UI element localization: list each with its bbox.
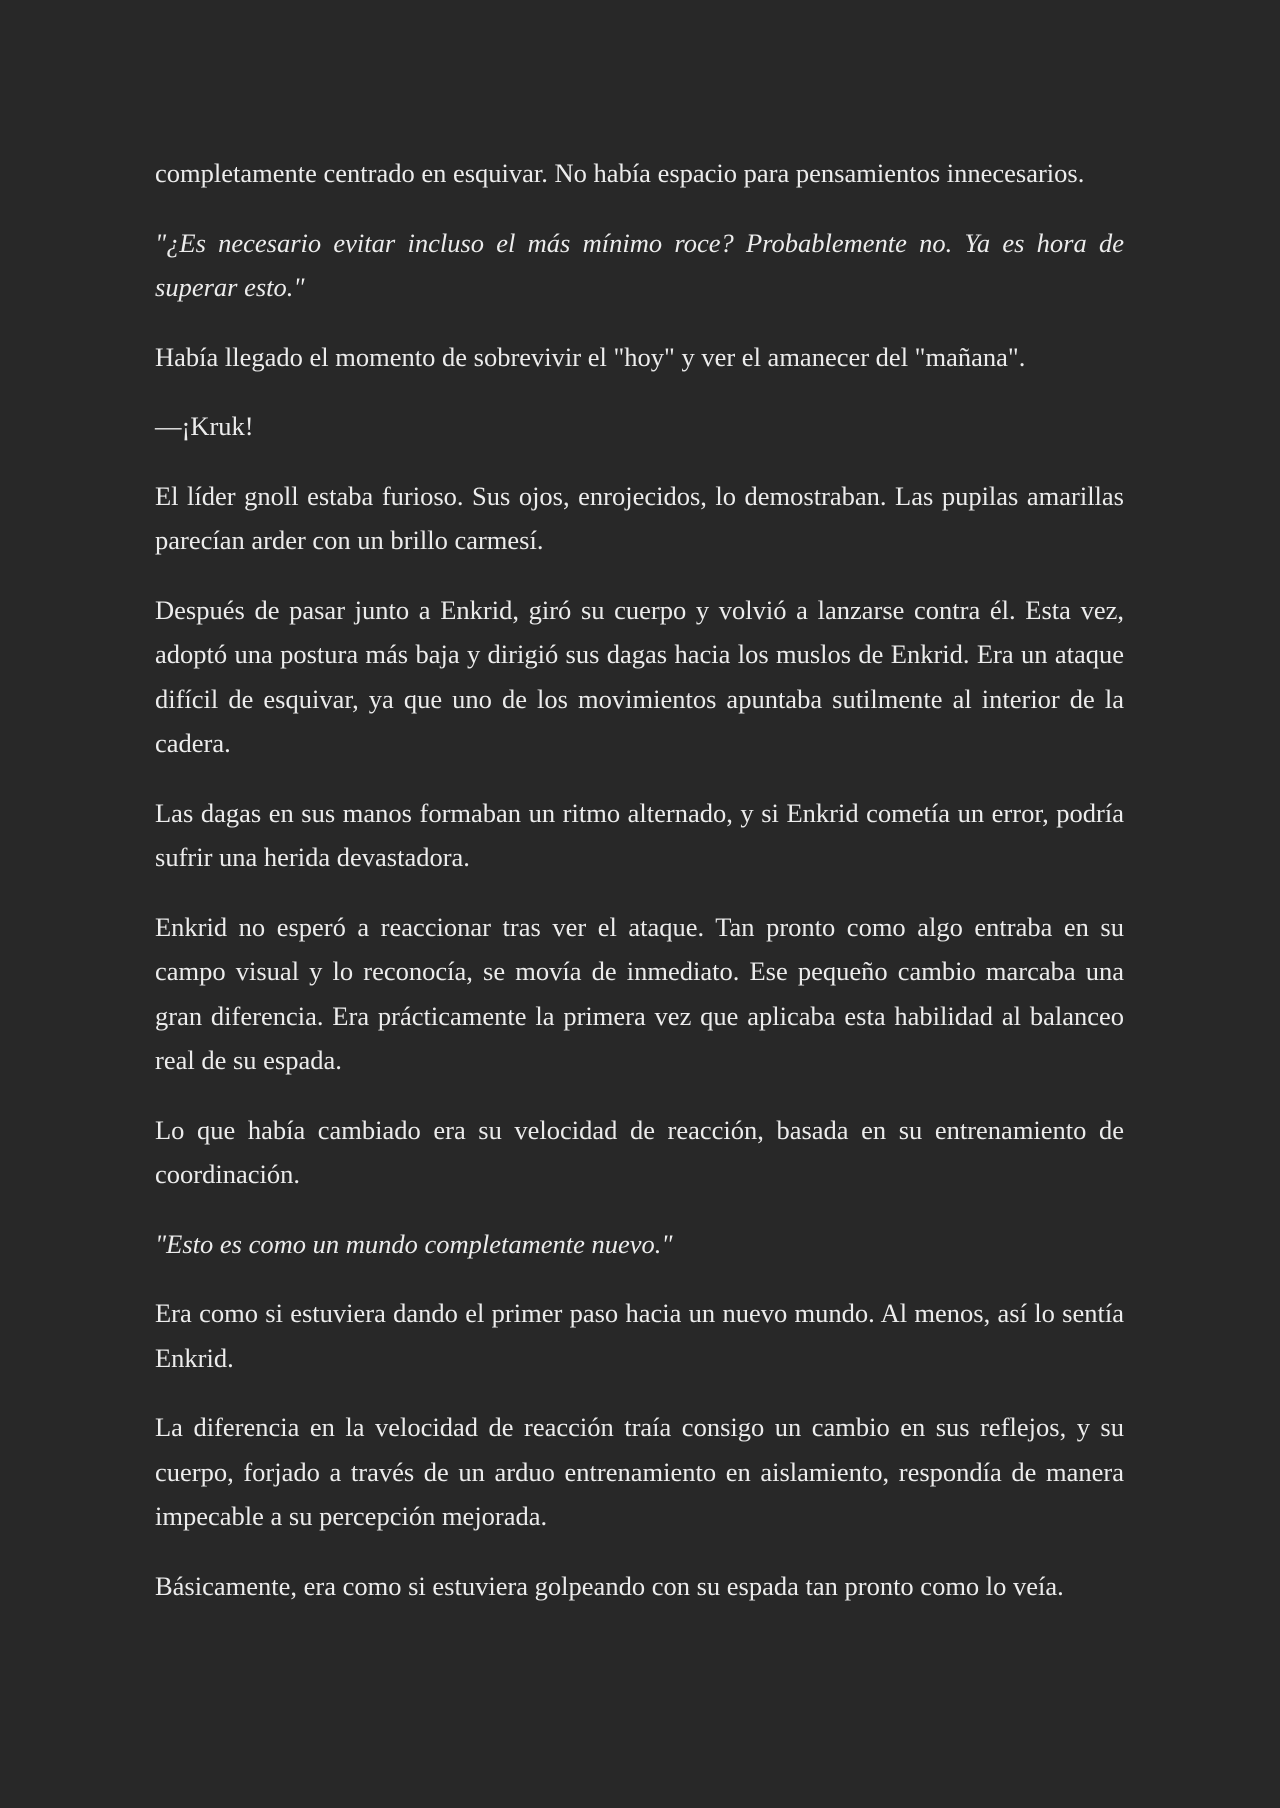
paragraph-3: Había llegado el momento de sobrevivir el "hoy" y ver el amanecer del "mañana". — [155, 341, 1026, 372]
paragraph-7: Las dagas en sus manos formaban un ritmo alternado, y si Enkrid cometía un error, podría sufrir una herida devastadora. — [155, 797, 1124, 872]
paragraph-4-dialogue: —¡Kruk! — [155, 411, 254, 441]
paragraph-9: Lo que había cambiado era su velocidad de reacción, basada en su entrenamiento de coordinación. — [155, 1114, 1124, 1189]
paragraph-10-thought: "Esto es como un mundo completamente nuevo." — [155, 1228, 673, 1259]
paragraph-5: El líder gnoll estaba furioso. Sus ojos, enrojecidos, lo demostraban. Las pupilas amarillas parecían arder con un brillo carmesí. — [155, 480, 1124, 555]
paragraph-12: La diferencia en la velocidad de reacción traía consigo un cambio en sus reflejos, y su cuerpo, forjado a través de un arduo entrenamiento en aislamiento, respondía de manera impecable a su percepción mejorada. — [155, 1412, 1124, 1531]
paragraph-11: Era como si estuviera dando el primer paso hacia un nuevo mundo. Al menos, así lo sentía Enkrid. — [155, 1298, 1124, 1373]
reader-page — [155, 151, 1124, 1608]
paragraph-8: Enkrid no esperó a reaccionar tras ver el ataque. Tan pronto como algo entraba en su campo visual y lo reconocía, se movía de inmediato. Ese pequeño cambio marcaba una gran diferencia. Era prácticamente la primera vez que aplicaba esta habilidad al balanceo real de su espada. — [155, 911, 1124, 1075]
paragraph-1: completamente centrado en esquivar. No había espacio para pensamientos innecesarios. — [155, 158, 1085, 188]
paragraph-13: Básicamente, era como si estuviera golpeando con su espada tan pronto como lo veía. — [155, 1570, 1064, 1601]
paragraph-2-thought: "¿Es necesario evitar incluso el más mínimo roce? Probablemente no. Ya es hora de superar esto." — [155, 227, 1124, 302]
paragraph-6: Después de pasar junto a Enkrid, giró su cuerpo y volvió a lanzarse contra él. Esta vez, adoptó una postura más baja y dirigió sus dagas hacia los muslos de Enkrid. Era un ataque difícil de esquivar, ya que uno de los movimientos apuntaba sutilmente al interior de la cadera. — [155, 594, 1124, 758]
